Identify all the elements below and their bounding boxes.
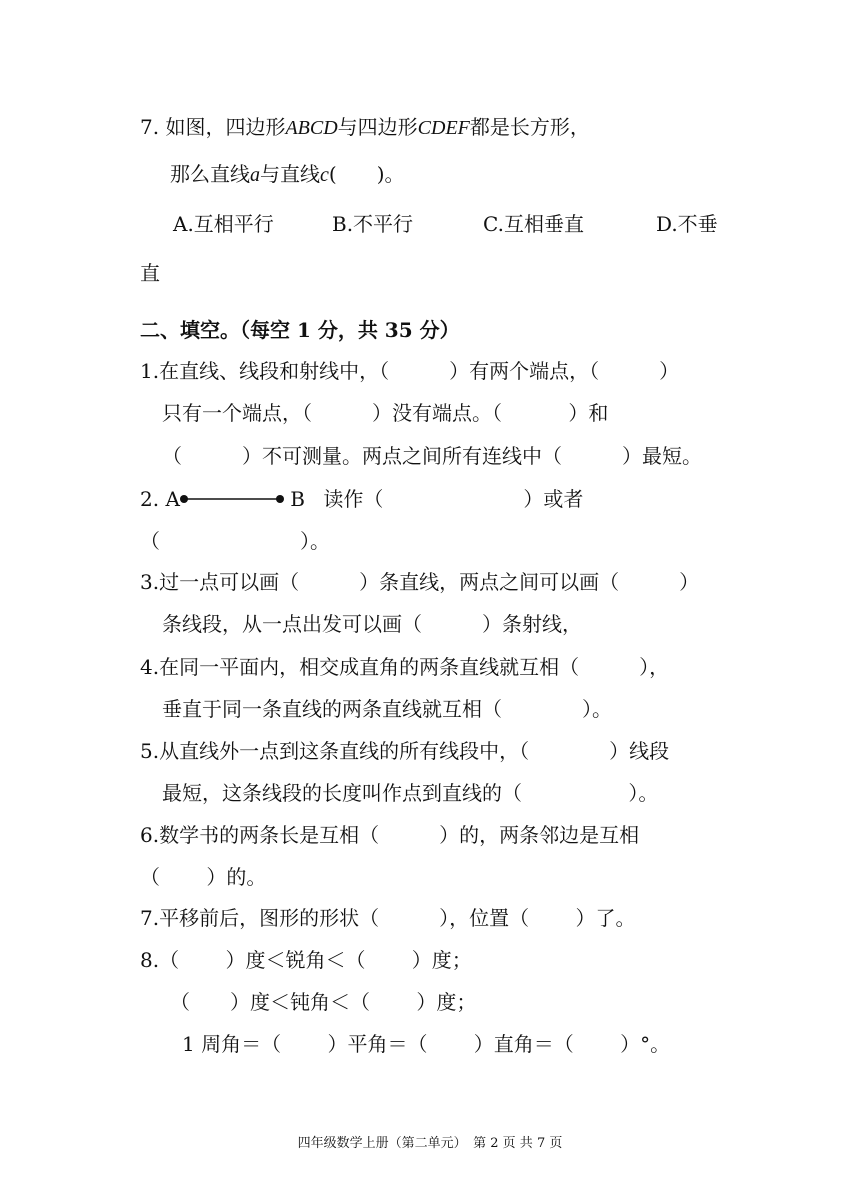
q7-number: 7. — [140, 115, 160, 139]
q7-text: 都是长方形， — [469, 115, 590, 139]
q7-answer-blank[interactable]: ( )。 — [328, 162, 405, 186]
item-1-line1[interactable]: 1.在直线、线段和射线中，（ ）有两个端点，（ ） — [140, 359, 680, 383]
item-1-line2[interactable]: 只有一个端点，（ ）没有端点。（ ）和 — [162, 401, 609, 425]
item-8-line1[interactable]: 8.（ ）度＜锐角＜（ ）度； — [140, 948, 472, 972]
item-2-line2[interactable]: （ ）。 — [140, 529, 330, 553]
q7-text: 与直线 — [260, 162, 320, 186]
line-segment-ab-icon — [180, 486, 284, 512]
item-8-line3[interactable]: 1 周角＝（ ）平角＝（ ）直角＝（ ）°。 — [182, 1032, 671, 1056]
item-8-line2[interactable]: （ ）度＜钝角＜（ ）度； — [170, 990, 477, 1014]
item-7-line1[interactable]: 7.平移前后，图形的形状（ ），位置（ ）了。 — [140, 906, 636, 930]
q7-option-a[interactable]: A.互相平行 — [173, 212, 274, 236]
item-3-line2[interactable]: 条线段，从一点出发可以画（ ）条射线， — [162, 612, 582, 636]
q7-text: 与四边形 — [337, 115, 418, 139]
q7-stem-line1 — [140, 114, 590, 141]
q7-text: 如图，四边形 — [165, 115, 286, 139]
quadrilateral-abcd: ABCD — [285, 117, 338, 139]
q7-option-d-wrap: 直 — [140, 261, 160, 285]
segment-point-a: A — [165, 487, 180, 511]
item-6-line1[interactable]: 6.数学书的两条长是互相（ ）的，两条邻边是互相 — [140, 823, 640, 847]
quadrilateral-cdef: CDEF — [417, 117, 470, 139]
item-5-line2[interactable]: 最短，这条线段的长度叫作点到直线的（ ）。 — [162, 781, 659, 805]
q7-option-c[interactable]: C.互相垂直 — [483, 212, 584, 236]
item-4-line2[interactable]: 垂直于同一条直线的两条直线就互相（ ）。 — [162, 697, 612, 721]
item-5-line1[interactable]: 5.从直线外一点到这条直线的所有线段中，（ ）线段 — [140, 739, 670, 763]
item-2-read-as[interactable]: 读作（ ）或者 — [323, 487, 584, 511]
q7-text: 那么直线 — [170, 162, 250, 186]
line-c-var: c — [320, 164, 329, 186]
item-1-line3[interactable]: （ ）不可测量。两点之间所有连线中（ ）最短。 — [162, 444, 702, 468]
item-4-line1[interactable]: 4.在同一平面内，相交成直角的两条直线就互相（ ）， — [140, 655, 670, 679]
q7-option-b[interactable]: B.不平行 — [332, 212, 414, 236]
page-footer: 四年级数学上册（第二单元） 第 2 页 共 7 页 — [297, 1136, 563, 1151]
line-a-var: a — [250, 164, 260, 186]
item-2-number: 2. — [140, 487, 160, 511]
item-3-line1[interactable]: 3.过一点可以画（ ）条直线，两点之间可以画（ ） — [140, 570, 700, 594]
segment-point-b: B — [290, 487, 305, 511]
item-6-line2[interactable]: （ ）的。 — [140, 865, 267, 889]
q7-stem-line2 — [170, 161, 405, 188]
item-2-line1[interactable] — [140, 486, 583, 512]
q7-option-d[interactable]: D.不垂 — [656, 212, 718, 236]
section-heading: 二、填空。（每空 1 分，共 35 分） — [140, 318, 460, 342]
